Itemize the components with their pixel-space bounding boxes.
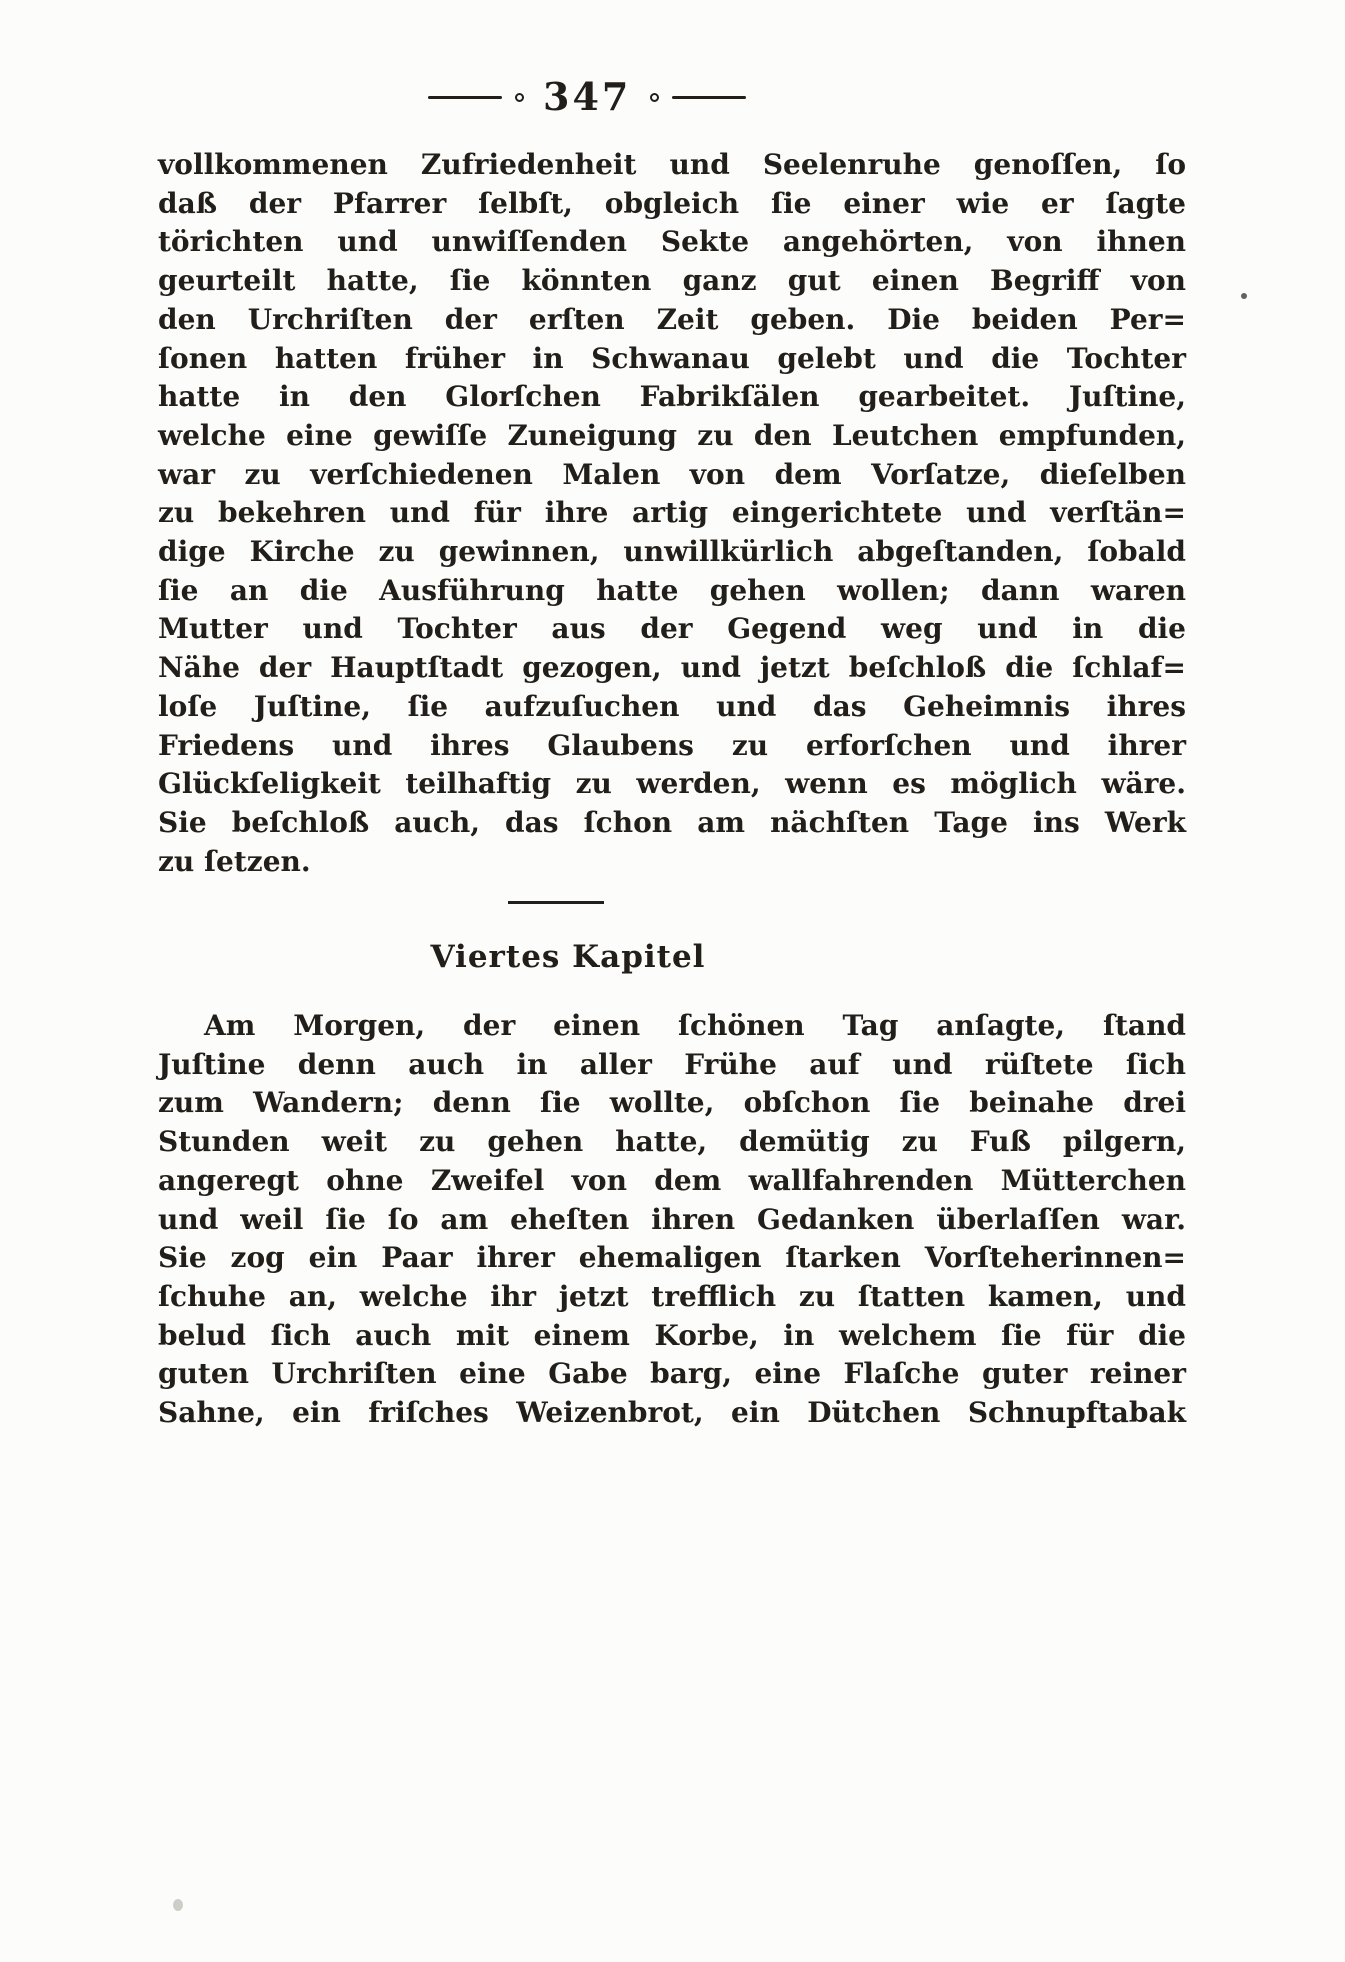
text-line: geurteilt hatte, ſie könnten ganz gut einen Begriff von xyxy=(158,264,1186,298)
paragraph-chapter-opening xyxy=(158,1007,1186,1433)
text-line: Sahne, ein friſches Weizenbrot, ein Dütchen Schnupftabak xyxy=(158,1396,1186,1430)
scan-artifact-dot xyxy=(1241,293,1247,299)
text-column xyxy=(158,146,1186,1433)
ornament-rule-right xyxy=(672,96,746,99)
text-line: törichten und unwiſſenden Sekte angehörten, von ihnen xyxy=(158,225,1186,259)
text-line: loſe Juſtine, ſie aufzuſuchen und das Geheimnis ihres xyxy=(158,689,1186,723)
ornament-ring-left xyxy=(515,93,524,102)
paragraph-continuation xyxy=(158,146,1186,881)
text-line: war zu verſchiedenen Malen von dem Vorſatze, dieſelben xyxy=(158,457,1186,491)
text-line: Am Morgen, der einen ſchönen Tag anſagte, ſtand xyxy=(204,1009,1186,1043)
page-number: 347 xyxy=(543,74,632,119)
text-line: Mutter und Tochter aus der Gegend weg und in die xyxy=(158,612,1186,646)
text-line: ſchuhe an, welche ihr jetzt trefflich zu ſtatten kamen, und xyxy=(158,1279,1186,1313)
text-line: hatte in den Glorſchen Fabrikſälen gearbeitet. Juſtine, xyxy=(158,380,1186,414)
section-divider-rule xyxy=(508,901,604,904)
text-line: zum Wandern; denn ſie wollte, obſchon ſie beinahe drei xyxy=(158,1086,1186,1120)
ornament-rule-left xyxy=(428,96,502,99)
text-line: Glückſeligkeit teilhaftig zu werden, wenn es möglich wäre. xyxy=(158,767,1186,801)
text-line: ſonen hatten früher in Schwanau gelebt und die Tochter xyxy=(158,341,1186,375)
text-line: Sie zog ein Paar ihrer ehemaligen ſtarken Vorſteherinnen= xyxy=(158,1241,1186,1275)
text-line: welche eine gewiſſe Zuneigung zu den Leutchen empfunden, xyxy=(158,418,1186,452)
text-line: vollkommenen Zufriedenheit und Seelenruhe genoſſen, ſo xyxy=(158,148,1186,181)
text-line: guten Urchriſten eine Gabe barg, eine Flaſche guter reiner xyxy=(158,1357,1186,1391)
chapter-heading: Viertes Kapitel xyxy=(430,939,706,976)
text-line: Stunden weit zu gehen hatte, demütig zu Fuß pilgern, xyxy=(158,1125,1186,1159)
text-line: und weil ſie ſo am eheſten ihren Gedanken überlaſſen war. xyxy=(158,1202,1186,1236)
text-line: Nähe der Hauptſtadt gezogen, und jetzt beſchloß die ſchlaf= xyxy=(158,651,1186,685)
text-line: Juſtine denn auch in aller Frühe auf und rüſtete ſich xyxy=(158,1047,1186,1081)
text-line: zu bekehren und für ihre artig eingerichtete und verſtän= xyxy=(158,496,1186,530)
running-head xyxy=(428,74,746,119)
text-line: dige Kirche zu gewinnen, unwillkürlich abgeſtanden, ſobald xyxy=(158,535,1186,569)
ornament-ring-right xyxy=(650,93,659,102)
text-line: daß der Pfarrer ſelbſt, obgleich ſie einer wie er ſagte xyxy=(158,186,1186,220)
text-line: belud ſich auch mit einem Korbe, in welchem ſie für die xyxy=(158,1318,1186,1352)
scan-artifact-smudge xyxy=(173,1899,183,1911)
text-line: ſie an die Ausführung hatte gehen wollen; dann waren xyxy=(158,573,1186,607)
text-line: zu ſetzen. xyxy=(158,844,311,878)
text-line: angeregt ohne Zweifel von dem wallfahrenden Mütterchen xyxy=(158,1163,1186,1197)
text-line: Sie beſchloß auch, das ſchon am nächſten Tage ins Werk xyxy=(158,805,1186,839)
text-line: den Urchriſten der erſten Zeit geben. Die beiden Per= xyxy=(158,302,1186,336)
text-line: Friedens und ihres Glaubens zu erforſchen und ihrer xyxy=(158,728,1186,762)
